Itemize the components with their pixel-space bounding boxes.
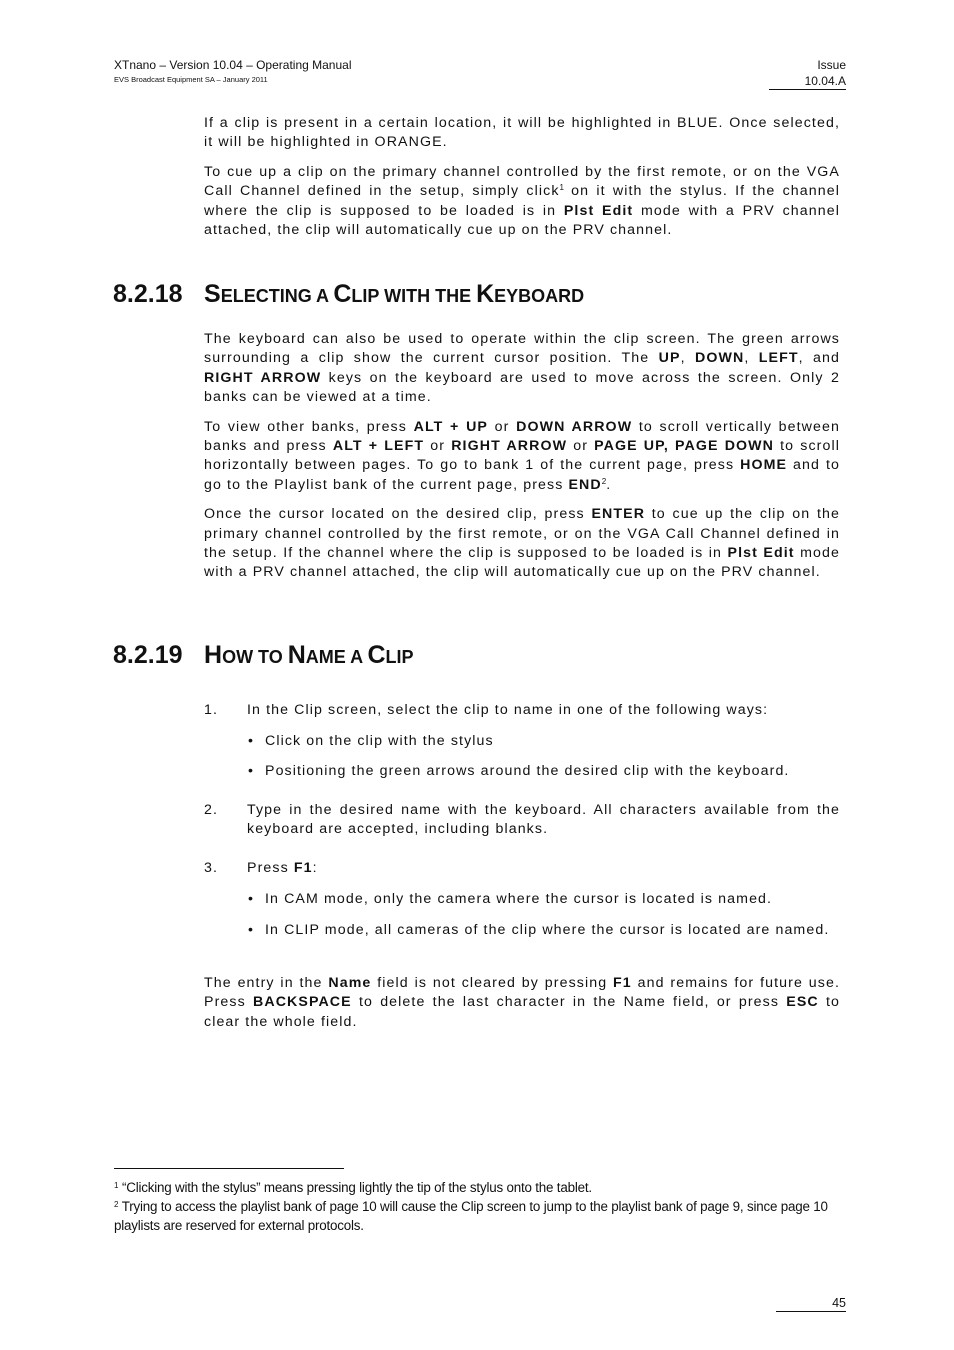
bullet-icon: • — [248, 891, 255, 907]
step-text: Type in the desired name with the keyboard. All characters available from the keyboard are accepted, including blanks. — [247, 802, 840, 838]
issue-version: 10.04.A — [769, 74, 846, 90]
step-number: 1. — [204, 702, 219, 718]
bullet-clip-mode: • In CLIP mode, all cameras of the clip where the cursor is located are named. — [248, 921, 840, 940]
bullet-green-arrows: • Positioning the green arrows around the desired clip with the keyboard. — [248, 762, 840, 781]
intro-section — [204, 114, 840, 240]
step-text: Press F1: — [247, 860, 318, 876]
section-number: 8.2.19 — [113, 641, 183, 669]
footnote-2: $^2$ Trying to access the playlist bank of page 10 will cause the Clip screen to jump to the playlist bank of page 9, since page 10 playlists are reserved for external protocols. — [114, 1199, 828, 1233]
list-item-step-2 — [204, 801, 840, 841]
footnote-ref-1[interactable]: 1 — [559, 183, 564, 193]
bullet-icon: • — [248, 922, 255, 938]
section-heading-8-2-19: 8.2.19 HOW TO NAME A CLIP — [113, 641, 414, 669]
bullet-icon: • — [248, 763, 255, 779]
section-heading-8-2-18: 8.2.18 SELECTING A CLIP WITH THE KEYBOARD — [113, 280, 585, 308]
running-header — [114, 58, 352, 84]
issue-label: Issue — [817, 58, 846, 72]
step-number: 3. — [204, 860, 219, 876]
intro-paragraph-2: To cue up a clip on the primary channel controlled by the first remote, or on the VGA Call Channel defined in the setup, simply click$^1$ on it with the stylus. If the channel where the clip is supposed to be loaded is in Plst Edit mode with a PRV channel attached, the clip will automatically cue up on the PRV channel. — [204, 163, 840, 239]
section-body-8-2-18 — [204, 330, 840, 583]
bullet-icon: • — [248, 733, 255, 749]
footnote-1: $^1$ “Clicking with the stylus” means pressing lightly the tip of the stylus onto the tablet. — [114, 1180, 592, 1195]
step-text: In the Clip screen, select the clip to name in one of the following ways: — [247, 702, 769, 718]
publisher-line: EVS Broadcast Equipment SA – January 2011 — [114, 75, 268, 84]
paragraph-view-banks: To view other banks, press ALT + UP or DOWN ARROW to scroll vertically between banks and press ALT + LEFT or RIGHT ARROW or PAGE UP, PAGE DOWN to scroll horizontally between pages. To go to bank 1 of the current page, press HOME and to go to the Playlist bank of the current page, press END$^2$. — [204, 418, 841, 493]
manual-title: XTnano – Version 10.04 – Operating Manual — [114, 58, 352, 72]
list-item-step-3 — [204, 859, 840, 879]
step-number: 2. — [204, 802, 219, 818]
list-item-step-1 — [204, 701, 840, 721]
footnote-ref-2[interactable]: 2 — [601, 476, 607, 486]
closing-section — [204, 974, 840, 1032]
page-number: 45 — [776, 1296, 846, 1312]
footnote-divider — [114, 1168, 344, 1169]
section-number: 8.2.18 — [113, 280, 183, 308]
intro-paragraph-1: If a clip is present in a certain location, it will be highlighted in BLUE. Once selected, it will be highlighted in ORANGE. — [204, 115, 840, 151]
issue-block — [769, 58, 846, 90]
bullet-click-stylus: • Click on the clip with the stylus — [248, 732, 840, 751]
bullet-cam-mode: • In CAM mode, only the camera where the cursor is located is named. — [248, 890, 840, 909]
paragraph-cue-clip: Once the cursor located on the desired clip, press ENTER to cue up the clip on the primary channel controlled by the first remote, or on the VGA Call Channel defined in the setup. If the channel where the clip is supposed to be loaded is in Plst Edit mode with a PRV channel attached, the clip will automatically cue up on the PRV channel. — [204, 506, 840, 581]
paragraph-keyboard-intro: The keyboard can also be used to operate within the clip screen. The green arrows surrounding a clip show the current cursor position. The UP, DOWN, LEFT, and RIGHT ARROW keys on the keyboard are used to move across the screen. Only 2 banks can be viewed at a time. — [204, 331, 841, 406]
paragraph-name-field: The entry in the Name field is not cleared by pressing F1 and remains for future use. Press BACKSPACE to delete the last character in the Name field, or press ESC to clear the whole field. — [204, 975, 841, 1030]
